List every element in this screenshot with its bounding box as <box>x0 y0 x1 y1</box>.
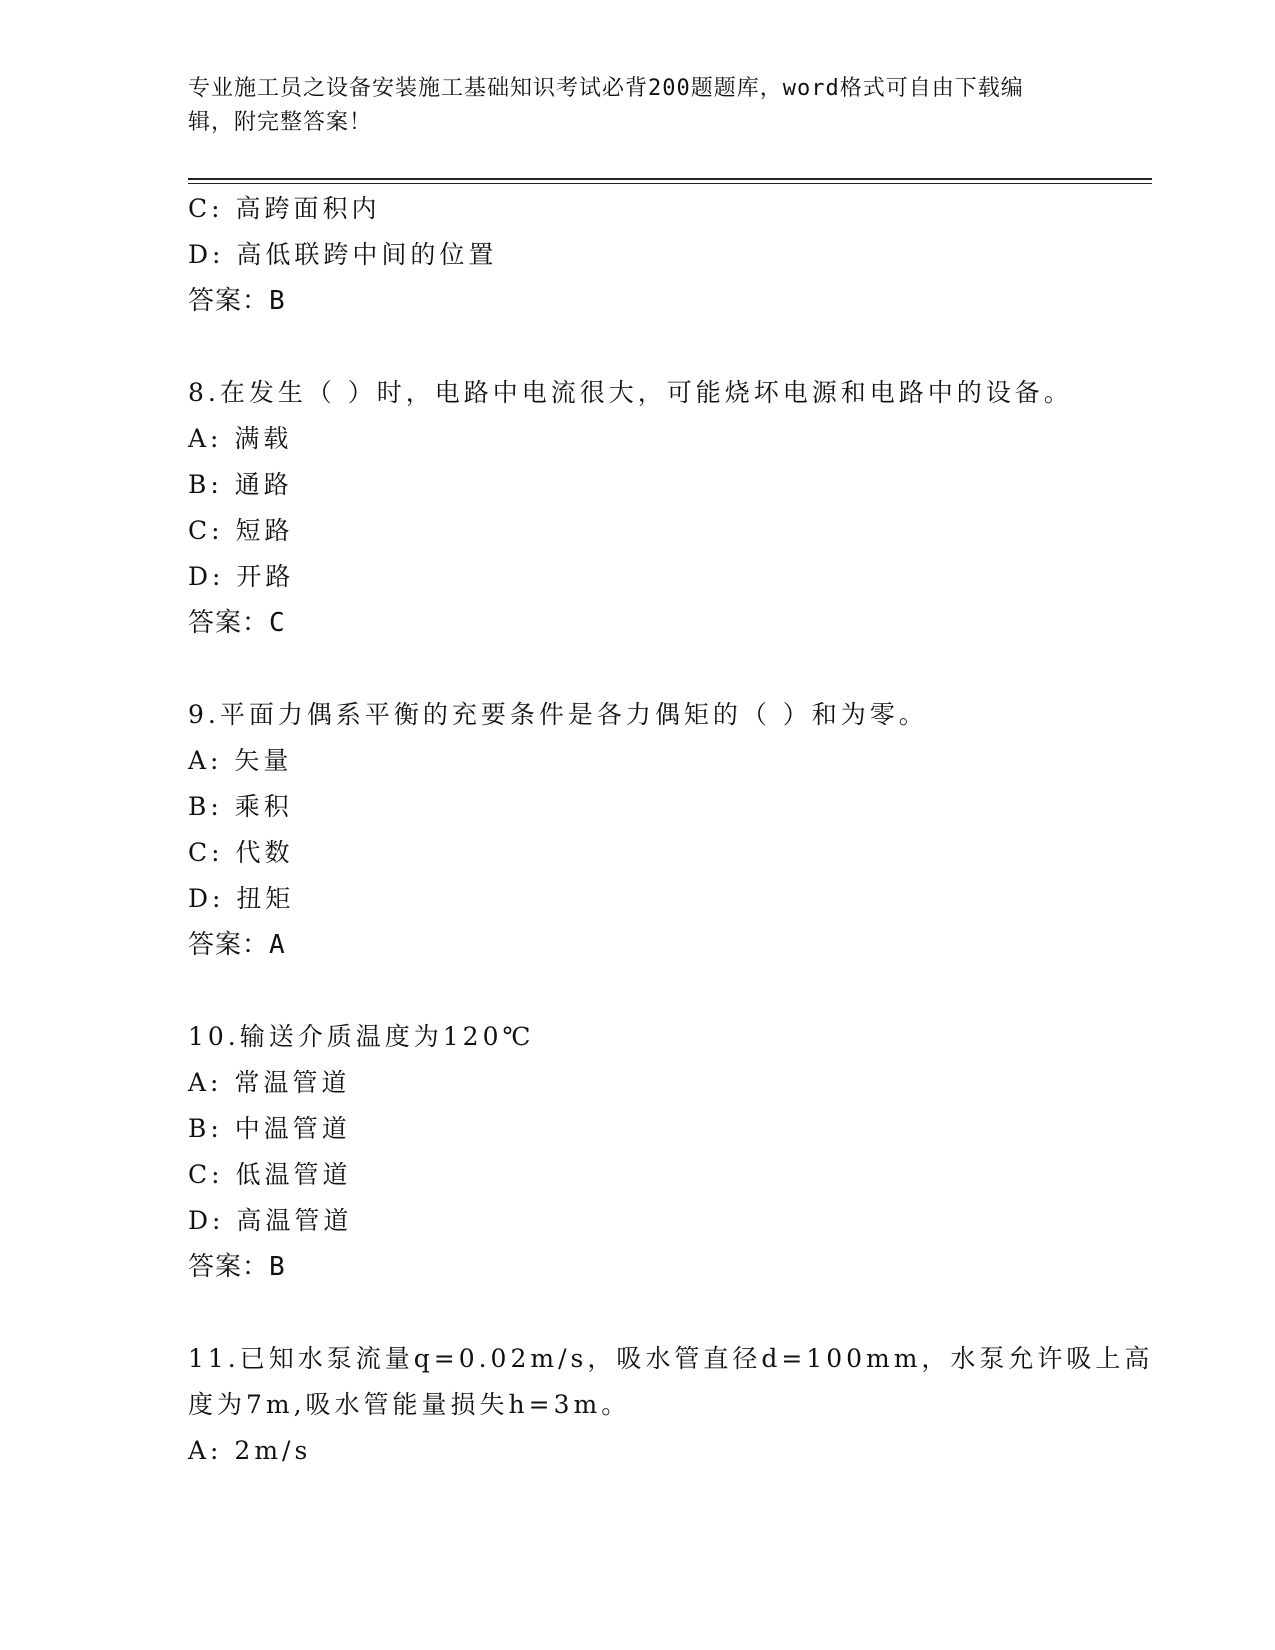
option-d: D: 开路 <box>188 562 295 591</box>
question-list <box>188 186 1154 1474</box>
answer: 答案：B <box>188 286 286 316</box>
option-a: A: 常温管道 <box>188 1068 351 1097</box>
option-d: D: 高低联跨中间的位置 <box>188 240 498 269</box>
option-c: C: 短路 <box>188 516 294 545</box>
option-b: B: 通路 <box>188 470 293 499</box>
question-7 <box>188 186 1088 324</box>
question-11 <box>188 1336 1154 1474</box>
answer: 答案：B <box>188 1252 286 1282</box>
header-rule-thin <box>188 183 1152 184</box>
question-stem-line-1: 11.已知水泵流量q=0.02m/s，吸水管直径d=100mm，水泵允许吸上高 <box>188 1344 1154 1373</box>
question-stem: 9.平面力偶系平衡的充要条件是各力偶矩的（ ）和为零。 <box>188 700 928 729</box>
document-header: 专业施工员之设备安装施工基础知识考试必背200题题库，word格式可自由下载编辑，附完整答案！ <box>188 76 1024 135</box>
question-9 <box>188 692 1088 968</box>
question-10 <box>188 1014 1088 1290</box>
question-8 <box>188 370 1088 646</box>
option-a: A: 满载 <box>188 424 293 453</box>
option-c: C: 低温管道 <box>188 1160 352 1189</box>
option-a: A: 2m/s <box>188 1436 312 1465</box>
option-a: A: 矢量 <box>188 746 293 775</box>
question-stem-line-2: 度为7m,吸水管能量损失h=3m。 <box>188 1390 631 1419</box>
option-d: D: 扭矩 <box>188 884 295 913</box>
question-stem: 10.输送介质温度为120℃ <box>188 1022 535 1051</box>
header-rule-thick <box>188 178 1152 180</box>
option-b: B: 乘积 <box>188 792 293 821</box>
option-d: D: 高温管道 <box>188 1206 353 1235</box>
answer: 答案：C <box>188 608 286 638</box>
answer: 答案：A <box>188 930 286 960</box>
option-c: C: 代数 <box>188 838 294 867</box>
option-b: B: 中温管道 <box>188 1114 351 1143</box>
option-c: C: 高跨面积内 <box>188 194 381 223</box>
question-stem: 8.在发生（ ）时，电路中电流很大，可能烧坏电源和电路中的设备。 <box>188 378 1073 407</box>
